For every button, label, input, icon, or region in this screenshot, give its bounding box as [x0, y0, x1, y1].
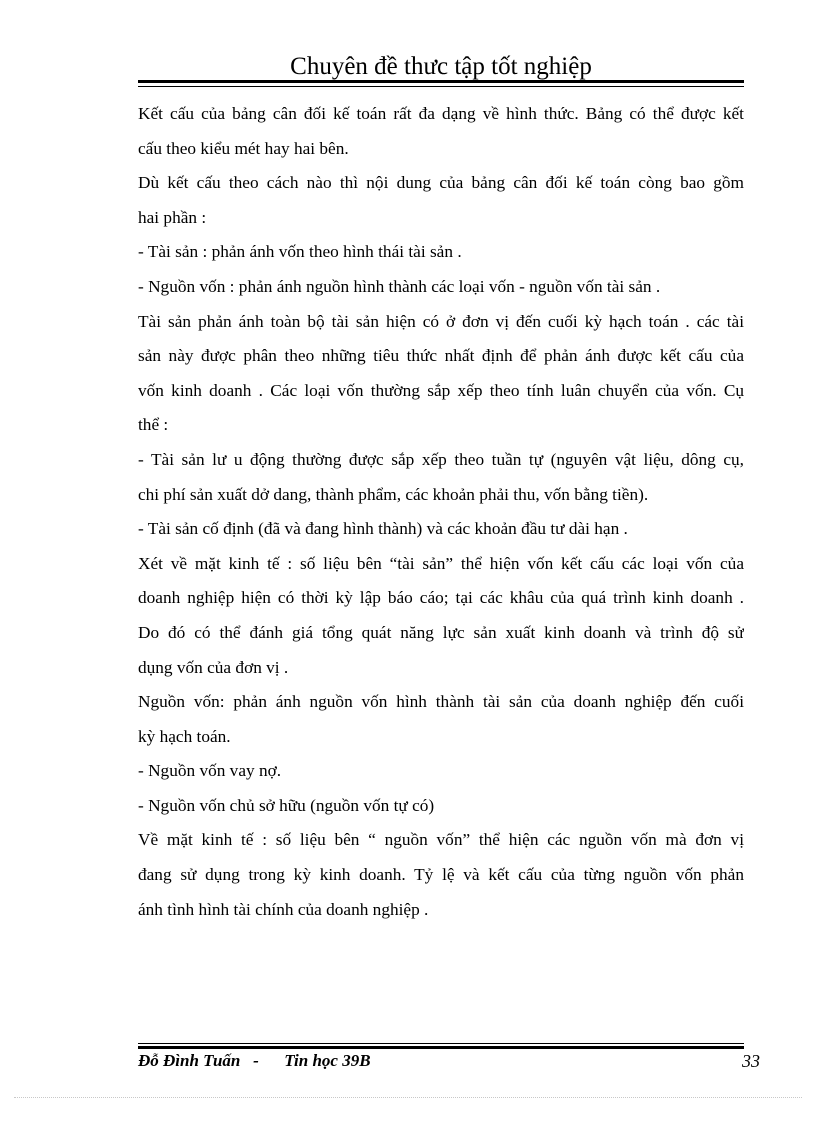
- page-header-title: Chuyên đề thưc tập tốt nghiệp: [290, 53, 592, 80]
- body-line: - Nguồn vốn vay nợ.: [138, 761, 282, 781]
- body-line: Tài sản phản ánh toàn bộ tài sản hiện có ở đơn vị đến cuối kỳ hạch toán . các tài: [138, 311, 744, 331]
- body-line: Kết cấu của bảng cân đối kế toán rất đa dạng về hình thức. Bảng có thể được kết: [138, 104, 744, 123]
- document-body: [138, 97, 744, 927]
- footer-author-line: [138, 1051, 371, 1071]
- body-line: sản này được phân theo những tiêu thức nhất định để phản ánh được kết cấu của: [138, 346, 744, 366]
- body-line: - Tài sản cố định (đã và đang hình thành) và các khoản đầu tư dài hạn .: [138, 519, 628, 539]
- body-line: chi phí sản xuất dở dang, thành phẩm, các khoản phải thu, vốn bằng tiền).: [138, 484, 649, 504]
- body-line: Dù kết cấu theo cách nào thì nội dung của bảng cân đối kế toán còng bao gồm: [138, 173, 744, 193]
- body-line: Do đó có thể đánh giá tổng quát năng lực sản xuất kinh doanh và trình độ sử: [138, 622, 744, 642]
- header-rule-thin: [138, 86, 744, 87]
- body-line: Về mặt kinh tế : số liệu bên “ nguồn vốn” thể hiện các nguồn vốn mà đơn vị: [138, 830, 744, 850]
- footer-rule-thin: [138, 1043, 744, 1044]
- body-line: đang sử dụng trong kỳ kinh doanh. Tỷ lệ và kết cấu của từng nguồn vốn phản: [138, 865, 744, 885]
- body-line: - Nguồn vốn chủ sở hữu (nguồn vốn tự có): [138, 795, 435, 815]
- footer-rule-thick: [138, 1046, 744, 1049]
- body-line: - Tài sản lư u động thường được sắp xếp theo tuần tự (nguyên vật liệu, dông cụ,: [138, 449, 744, 469]
- header-rule-thick: [138, 80, 744, 83]
- page-number: 33: [742, 1051, 760, 1071]
- footer-separator: -: [253, 1051, 259, 1070]
- page-edge-dotted-line: [14, 1097, 802, 1098]
- body-line: - Nguồn vốn : phản ánh nguồn hình thành các loại vốn - nguồn vốn tài sản .: [138, 276, 661, 296]
- body-line: doanh nghiệp hiện có thời kỳ lập báo cáo; tại các khâu của quá trình kinh doanh .: [138, 588, 744, 608]
- footer-class: Tin học 39B: [284, 1051, 371, 1070]
- body-line: ánh tình hình tài chính của doanh nghiệp .: [138, 899, 429, 919]
- footer-author: Đỗ Đình Tuấn: [138, 1051, 241, 1070]
- body-line: Nguồn vốn: phản ánh nguồn vốn hình thành tài sản của doanh nghiệp đến cuối: [138, 692, 744, 712]
- body-line: cấu theo kiểu mét hay hai bên.: [138, 138, 349, 158]
- body-line: dụng vốn của đơn vị .: [138, 657, 289, 677]
- body-line: Xét về mặt kinh tế : số liệu bên “tài sản” thể hiện vốn kết cấu các loại vốn của: [138, 553, 744, 573]
- body-line: kỳ hạch toán.: [138, 726, 231, 746]
- body-line: thể :: [138, 415, 169, 435]
- body-line: hai phần :: [138, 207, 207, 227]
- body-line: vốn kinh doanh . Các loại vốn thường sắp xếp theo tính luân chuyển của vốn. Cụ: [138, 380, 744, 400]
- body-line: - Tài sản : phản ánh vốn theo hình thái tài sản .: [138, 242, 462, 262]
